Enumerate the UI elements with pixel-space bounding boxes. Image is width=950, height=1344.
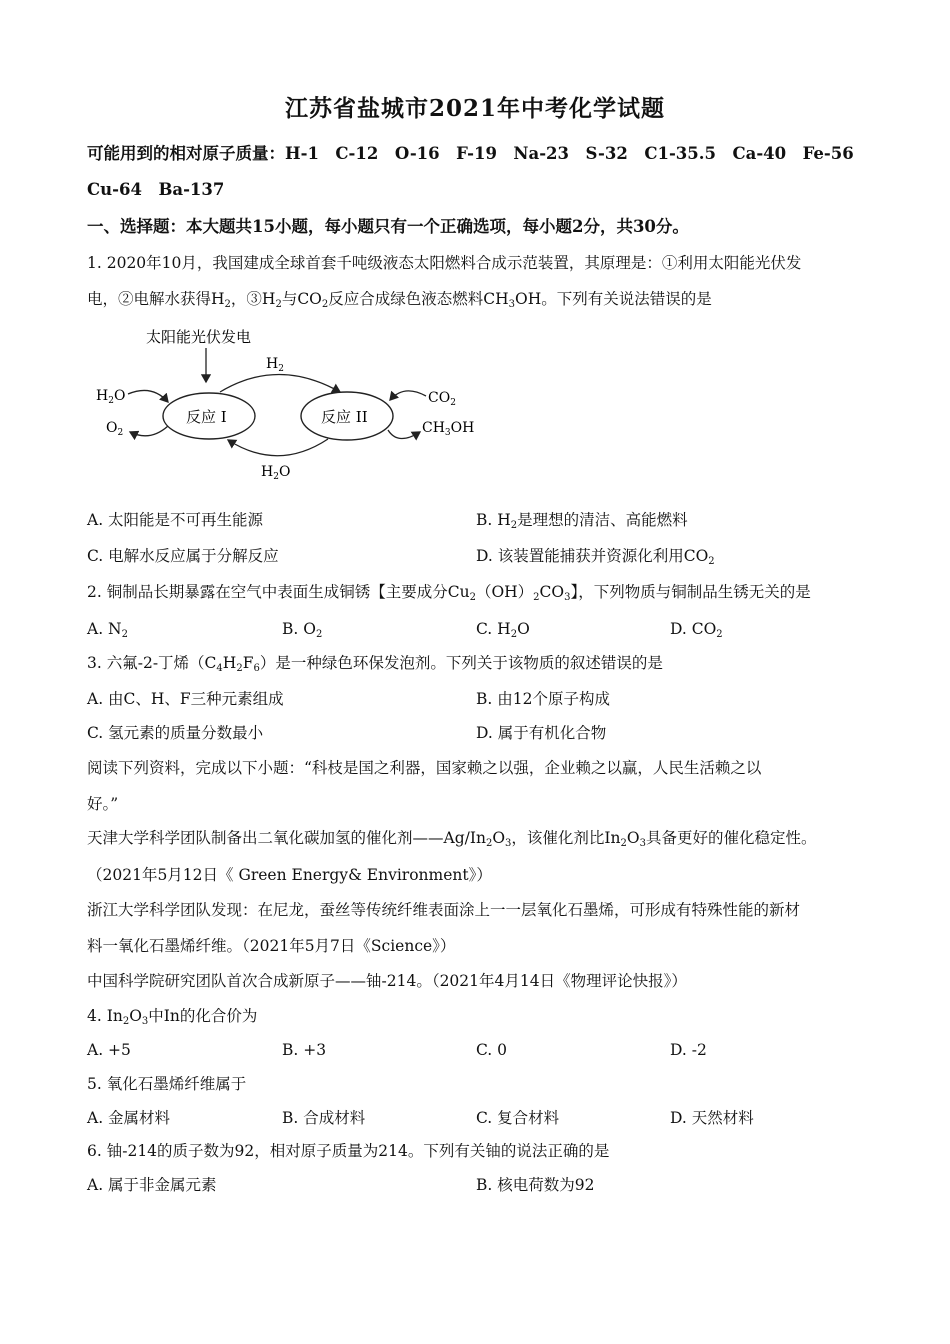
reaction-1-label: 反应 I	[186, 408, 227, 426]
reaction-diagram	[88, 322, 488, 490]
q2-option-d: D. $CO_2$	[670, 620, 723, 640]
q4-option-c: C. 0	[476, 1041, 508, 1059]
q5-option-d: D. 天然材料	[670, 1109, 754, 1127]
q1-option-c: C. 电解水反应属于分解反应	[87, 547, 279, 565]
q2-stem: 2. 铜制品长期暴露在空气中表面生成铜锈【主要成分$Cu_2(OH)_2CO_3$】，下列物质与铜制品生锈无关的是	[87, 583, 811, 603]
q3-option-d: D. 属于有机化合物	[476, 724, 607, 742]
h2o-left-label: $H_2O$	[96, 388, 126, 406]
reading-line4: （2021年5月12日《 Green Energy& Environment》）	[87, 866, 492, 884]
ch3oh-label: $CH_3OH$	[422, 420, 475, 438]
q4-option-b: B. +3	[282, 1041, 327, 1059]
h2o-return-arrow	[228, 439, 328, 456]
q4-option-a: A. +5	[87, 1041, 131, 1059]
page-title: 江苏省盐城市2021年中考化学试题	[284, 95, 665, 122]
h2o-bottom-label: $H_2O$	[261, 464, 291, 482]
q1-option-a: A. 太阳能是不可再生能源	[87, 511, 264, 529]
reading-line7: 中国科学院研究团队首次合成新原子——铀-214。（2021年4月14日《物理评论快报》）	[87, 972, 687, 990]
q1-stem-line2: 电，②电解水获得$H_2$，$③H_2$与$CO_2$反应合成绿色液态燃料$CH_3OH$。下列有关说法错误的是	[87, 290, 712, 310]
q3-option-b: B. 由12个原子构成	[476, 690, 610, 708]
reading-line2: 好。”	[87, 795, 119, 813]
q2-option-b: B. $O_2$	[282, 620, 323, 640]
q5-option-c: C. 复合材料	[476, 1109, 560, 1127]
h2o-in-arrow	[128, 390, 168, 402]
q5-option-b: B. 合成材料	[282, 1109, 366, 1127]
q2-option-a: A. $N_2$	[87, 620, 128, 640]
solar-label: 太阳能光伏发电	[146, 328, 252, 346]
q6-option-a: A. 属于非金属元素	[87, 1176, 217, 1194]
h2-label: $H_2$	[266, 356, 284, 374]
q2-option-c: C. $H_2O$	[476, 620, 530, 640]
q6-stem: 6. 铀-214的质子数为92，相对原子质量为214。下列有关铀的说法正确的是	[87, 1142, 610, 1160]
q4-stem: 4. $In_2O_3$中In的化合价为	[87, 1007, 258, 1027]
q1-option-b: B. $H_2$是理想的清洁、高能燃料	[476, 511, 688, 531]
reading-line3: 天津大学科学团队制备出二氧化碳加氢的催化剂$——Ag/In_2O_3$，该催化剂比$In_2O_3$具备更好的催化稳定性。	[87, 829, 817, 849]
q1-option-d: D. 该装置能捕获并资源化利用$CO_2$	[476, 547, 715, 567]
reading-line5: 浙江大学科学团队发现：在尼龙，蚕丝等传统纤维表面涂上一一层氧化石墨烯，可形成有特殊性能的新材	[87, 901, 801, 919]
co2-label: $CO_2$	[428, 390, 456, 408]
o2-label: $O_2$	[106, 420, 124, 438]
q6-option-b: B. 核电荷数为92	[476, 1176, 595, 1194]
q3-stem: 3. 六氟-2-丁烯$(C_4H_2F_6)$是一种绿色环保发泡剂。下列关于该物质的叙述错误的是	[87, 654, 663, 674]
q1-stem-line1: 1. 2020年10月，我国建成全球首套千吨级液态太阳燃料合成示范装置，其原理是：①利用太阳能光伏发	[87, 254, 802, 272]
q3-option-c: C. 氢元素的质量分数最小	[87, 724, 264, 742]
atomic-masses-line2: Cu-64 Ba-137	[87, 180, 225, 199]
reaction-2-label: 反应 II	[321, 408, 368, 426]
reading-line6: 料一氧化石墨烯纤维。（2021年5月7日《Science》）	[87, 937, 456, 955]
h2-arrow	[220, 375, 340, 393]
reading-line1: 阅读下列资料，完成以下小题：“科枝是国之利器，国家赖之以强，企业赖之以赢，人民生活赖之以	[87, 759, 762, 777]
o2-out-arrow	[130, 426, 168, 436]
q5-stem: 5. 氧化石墨烯纤维属于	[87, 1075, 247, 1093]
ch3oh-out-arrow	[388, 430, 420, 439]
section-heading: 一、选择题：本大题共15小题，每小题只有一个正确选项，每小题2分，共30分。	[87, 217, 689, 236]
q3-option-a: A. 由C、H、F三种元素组成	[87, 690, 284, 708]
co2-in-arrow	[390, 391, 426, 400]
q4-option-d: D. -2	[670, 1041, 707, 1059]
q5-option-a: A. 金属材料	[87, 1109, 171, 1127]
atomic-masses-line1: 可能用到的相对原子质量：H-1 C-12 O-16 F-19 Na-23 S-32 C1-35.5 Ca-40 Fe-56	[87, 144, 854, 163]
